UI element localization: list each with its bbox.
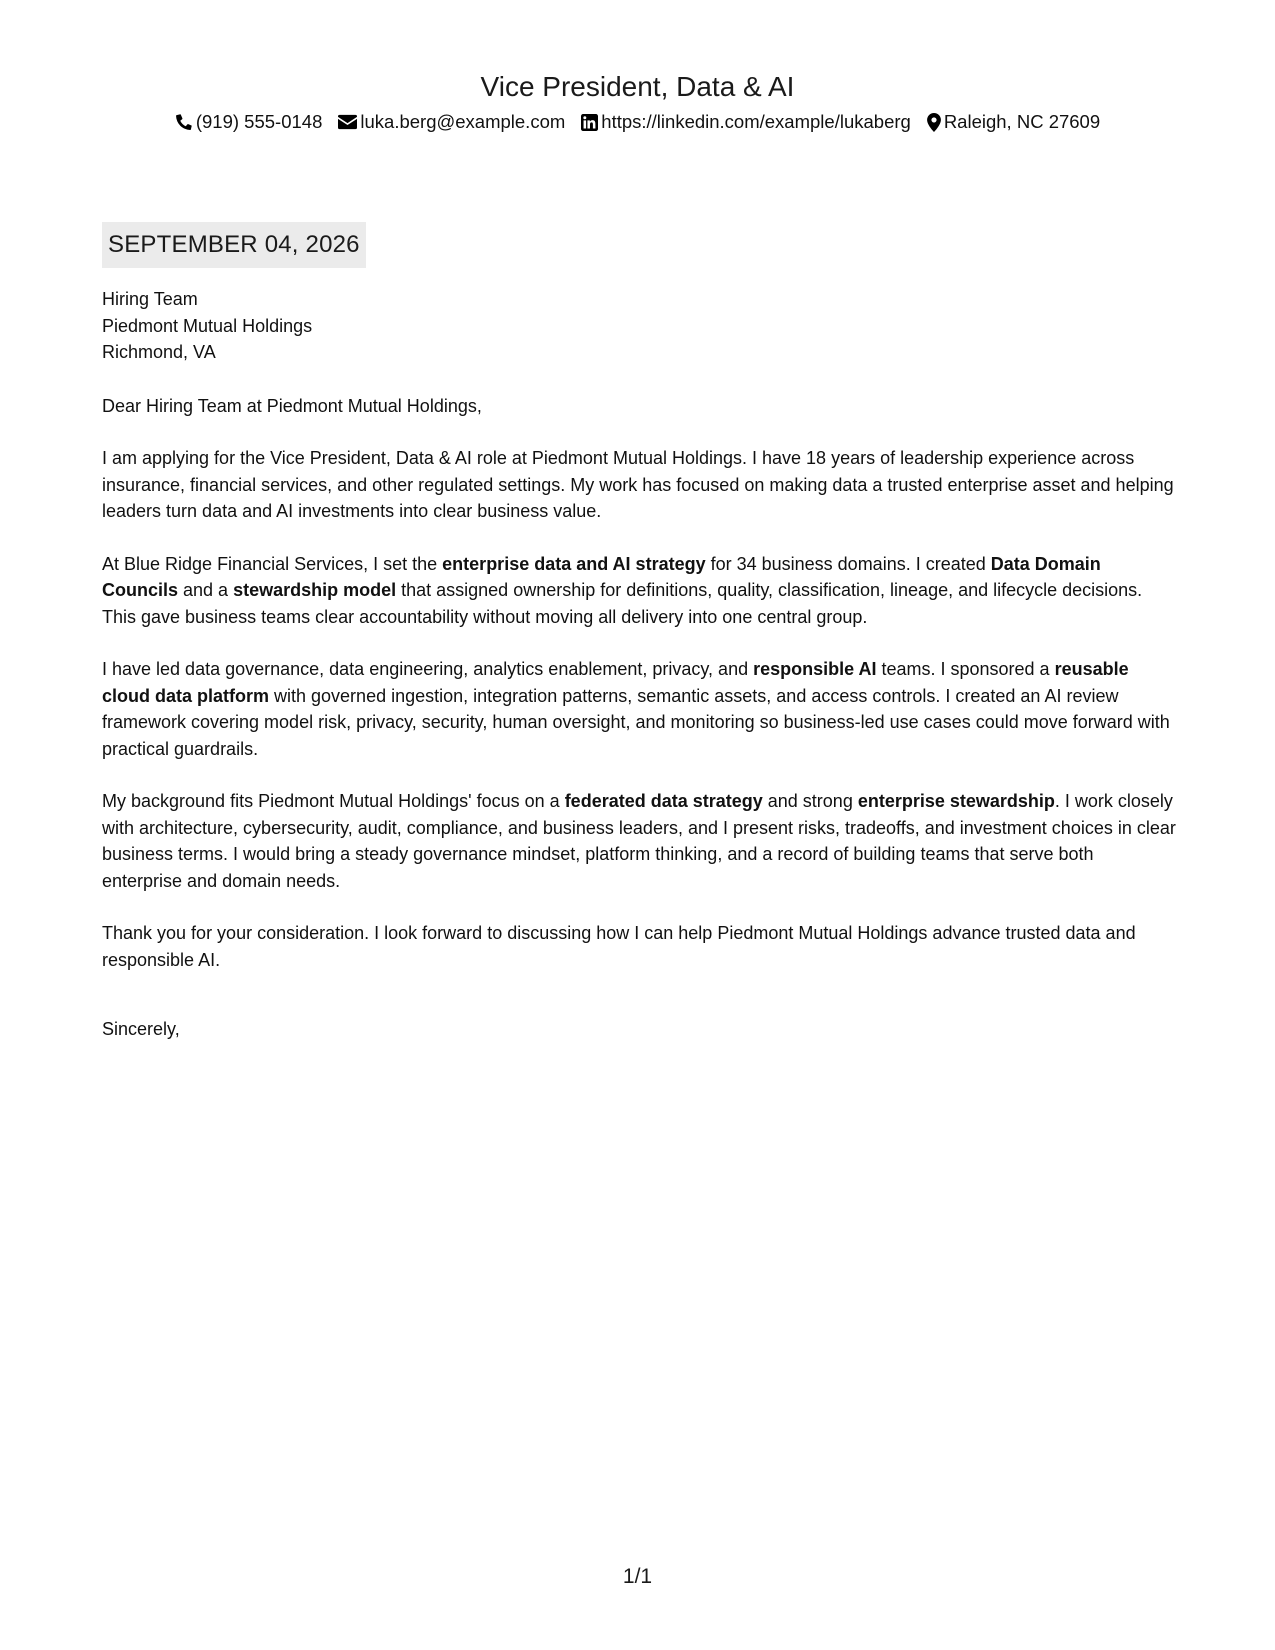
paragraph-text: with governed ingestion, integration patterns, semantic assets, and access controls. I created an AI review framework covering model risk, privacy, security, human oversight, and monitoring so business-led use cases could move forward with practical guardrails. xyxy=(102,685,1170,759)
recipient-block xyxy=(102,286,1177,366)
body-paragraph xyxy=(102,551,1177,631)
paragraph-text: for 34 business domains. I created xyxy=(705,553,991,574)
recipient-line: Richmond, VA xyxy=(102,342,216,362)
contact-email xyxy=(338,110,565,134)
page-title: Vice President, Data & AI xyxy=(480,71,795,102)
contact-bar xyxy=(0,110,1275,134)
recipient-line: Piedmont Mutual Holdings xyxy=(102,315,313,336)
salutation: Dear Hiring Team at Piedmont Mutual Holdings, xyxy=(102,395,482,416)
map-pin-icon xyxy=(927,113,941,132)
paragraph-text: My background fits Piedmont Mutual Holdings' focus on a xyxy=(102,791,565,811)
body-paragraph xyxy=(102,445,1177,525)
page-number: 1/1 xyxy=(622,1565,653,1588)
emphasis-text: federated data strategy xyxy=(564,791,763,811)
paragraph-text: and strong xyxy=(762,791,858,811)
contact-linkedin xyxy=(581,110,911,134)
contact-phone xyxy=(175,110,323,134)
paragraph-text: that assigned ownership for definitions, quality, classification, lineage, and lifecycle decisions. This gave business teams clear accountability without moving all delivery into one central group. xyxy=(102,580,1143,627)
contact-email-text[interactable]: luka.berg@example.com xyxy=(360,111,566,132)
linkedin-icon xyxy=(581,114,598,131)
emphasis-text: reusable cloud data platform xyxy=(102,659,1129,706)
contact-linkedin-text[interactable]: https://linkedin.com/example/lukaberg xyxy=(601,111,911,132)
letter-body xyxy=(102,286,1177,1043)
paragraph-text: teams. I sponsored a xyxy=(876,659,1055,679)
closing: Sincerely, xyxy=(102,1019,180,1039)
body-paragraph xyxy=(102,788,1177,894)
phone-icon xyxy=(175,113,193,131)
paragraph-text: At Blue Ridge Financial Services, I set the xyxy=(102,553,443,574)
paragraph-text: . I work closely with architecture, cybersecurity, audit, compliance, and business leaders, and I present risks, tradeoffs, and investment choices in clear business terms. I would bring a steady governance mindset, platform thinking, and a record of building teams that serve both enterprise and domain needs. xyxy=(102,791,1176,891)
recipient-line: Hiring Team xyxy=(102,289,198,309)
contact-location xyxy=(927,110,1100,134)
emphasis-text: stewardship model xyxy=(233,580,397,600)
paragraph-text: I have led data governance, data engineering, analytics enablement, privacy, and xyxy=(102,659,754,679)
emphasis-text: responsible AI xyxy=(753,659,877,679)
body-paragraph xyxy=(102,920,1177,973)
envelope-icon xyxy=(338,114,357,130)
emphasis-text: Data Domain Councils xyxy=(102,553,1101,600)
body-paragraph xyxy=(102,656,1177,762)
emphasis-text: enterprise stewardship xyxy=(857,791,1055,811)
contact-phone-text: (919) 555-0148 xyxy=(195,111,323,132)
paragraph-text: Thank you for your consideration. I look forward to discussing how I can help Piedmont Mutual Holdings advance trusted data and responsible AI. xyxy=(102,923,1136,970)
contact-location-text: Raleigh, NC 27609 xyxy=(943,111,1101,132)
paragraph-text: I am applying for the Vice President, Data & AI role at Piedmont Mutual Holdings. I have 18 years of leadership experience across insurance, financial services, and other regulated settings. My work has focused on making data a trusted enterprise asset and helping leaders turn data and AI investments into clear business value. xyxy=(102,448,1174,521)
paragraph-text: and a xyxy=(178,580,234,600)
emphasis-text: enterprise data and AI strategy xyxy=(442,553,706,574)
letter-date: SEPTEMBER 04, 2026 xyxy=(102,222,366,268)
